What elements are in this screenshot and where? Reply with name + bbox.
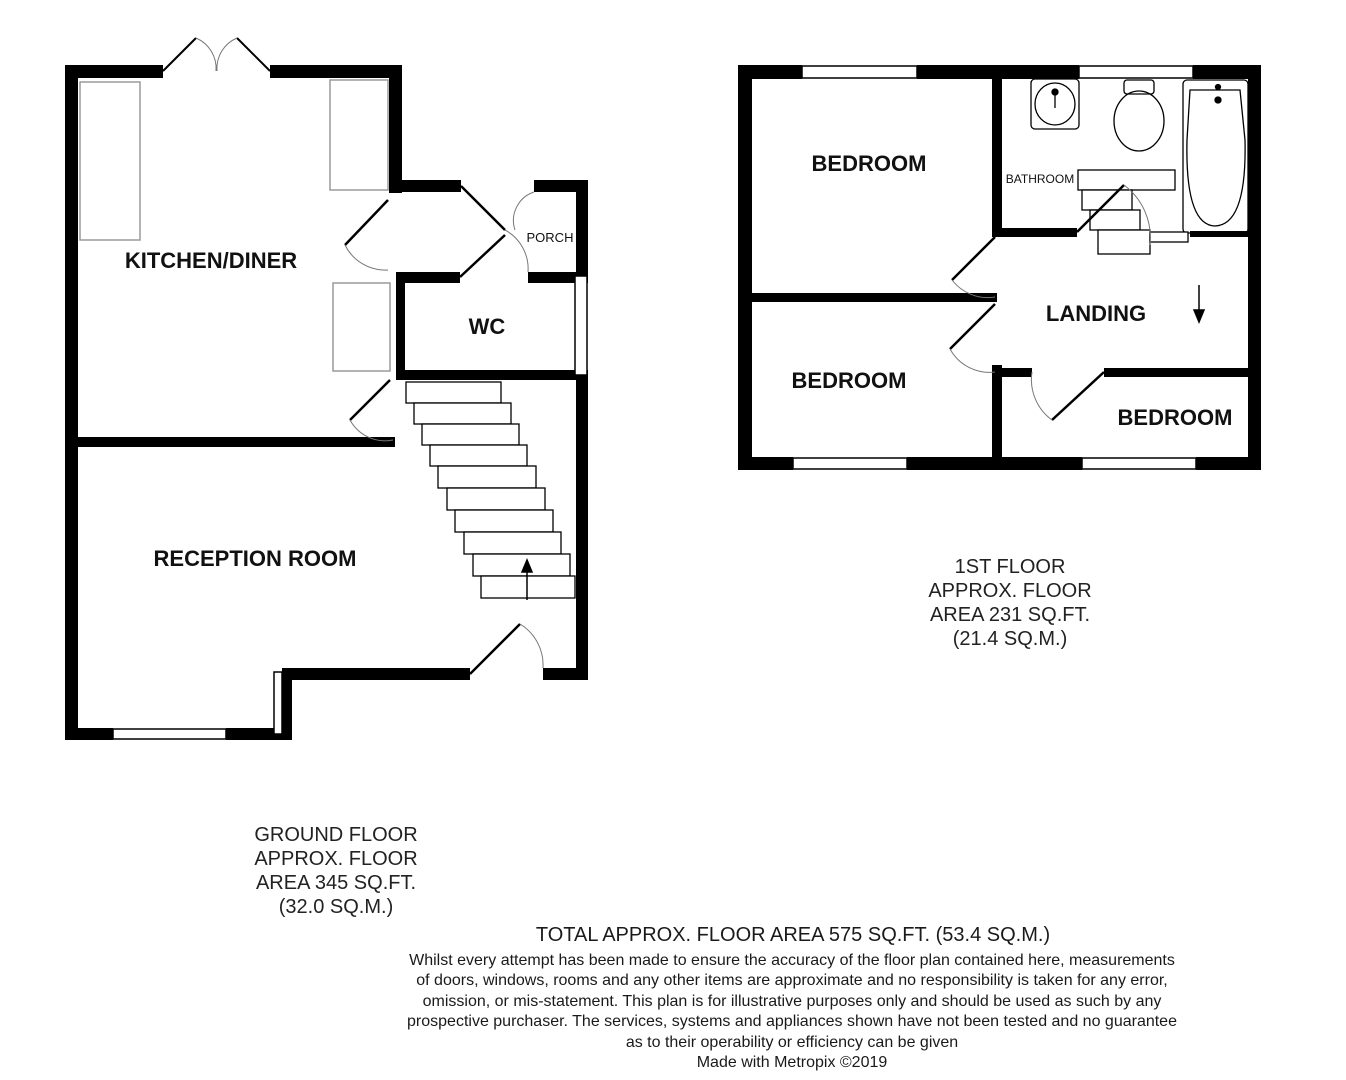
total-floor-area: TOTAL APPROX. FLOOR AREA 575 SQ.FT. (53.4 SQ.M.): [535, 924, 1051, 946]
landing-label: LANDING: [1045, 301, 1147, 326]
ground-floor-area-line: GROUND FLOOR: [254, 824, 418, 846]
porch-label: PORCH: [526, 230, 574, 245]
disclaimer-line: omission, or mis-statement. This plan is for illustrative purposes only and should be used as such by any: [422, 992, 1162, 1010]
first-floor-area-caption: [910, 555, 1110, 651]
stairs-down-arrow-icon: [1194, 285, 1204, 322]
reception-room-label: RECEPTION ROOM: [153, 546, 357, 571]
first-floor-area-line: AREA 231 SQ.FT.: [929, 604, 1091, 626]
disclaimer: [352, 951, 1232, 1073]
credit-line: Made with Metropix ©2019: [696, 1054, 888, 1072]
kitchen-diner-label: KITCHEN/DINER: [124, 248, 298, 273]
disclaimer-line: as to their operability or efficiency can be given: [625, 1033, 959, 1051]
ground-floor-area-caption: [236, 823, 436, 919]
first-floor-area-line: (21.4 SQ.M.): [952, 628, 1068, 650]
kitchen-worktops: [80, 80, 390, 371]
first-floor-area-line: APPROX. FLOOR: [928, 580, 1092, 602]
bedroom-3-label: BEDROOM: [1117, 405, 1233, 430]
ground-floor-area-line: APPROX. FLOOR: [254, 848, 418, 870]
disclaimer-line: prospective purchaser. The services, systems and appliances shown have not been tested and no guarantee: [407, 1013, 1177, 1031]
first-floor-stairs: [1078, 170, 1188, 254]
disclaimer-line: Whilst every attempt has been made to ensure the accuracy of the floor plan contained here, measurements: [409, 952, 1175, 969]
first-floor-plan: [738, 65, 1261, 470]
disclaimer-line: of doors, windows, rooms and any other items are approximate and no responsibility is taken for any error,: [416, 972, 1168, 990]
ground-floor-stairs: [406, 382, 575, 598]
first-floor-area-line: 1ST FLOOR: [954, 556, 1066, 578]
ground-floor-plan: [65, 38, 588, 740]
wc-label: WC: [468, 314, 506, 339]
toilet-cistern-icon: [1124, 80, 1154, 94]
ground-floor-area-line: AREA 345 SQ.FT.: [255, 872, 417, 894]
french-doors: [163, 38, 270, 71]
bedroom-1-label: BEDROOM: [811, 151, 927, 176]
bedroom-2-label: BEDROOM: [791, 368, 907, 393]
ground-floor-area-line: (32.0 SQ.M.): [278, 896, 394, 918]
bathroom-label: BATHROOM: [1005, 172, 1075, 186]
toilet-icon: [1114, 91, 1164, 151]
bath-icon: [1183, 80, 1248, 233]
